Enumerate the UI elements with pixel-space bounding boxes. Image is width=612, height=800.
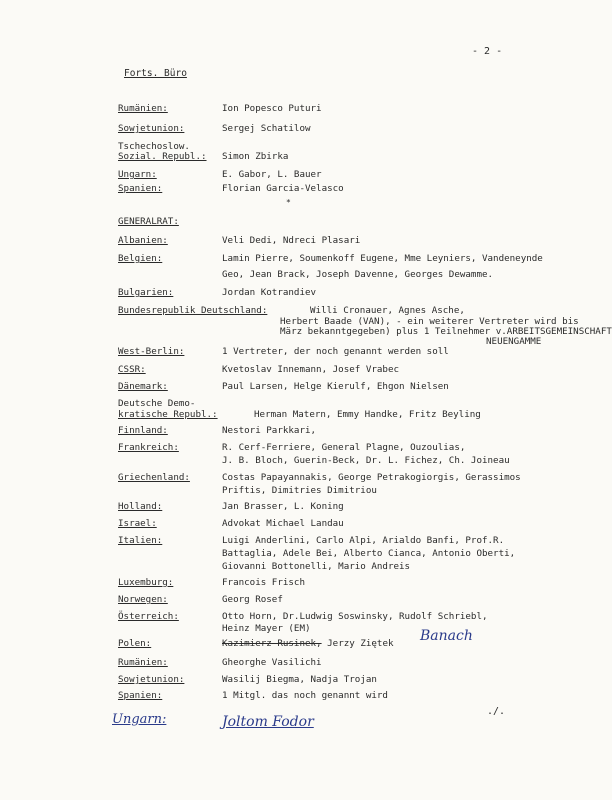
country-label: Belgien:	[118, 253, 163, 264]
country-label: CSSR:	[118, 364, 146, 375]
names: Florian Garcia-Velasco	[222, 183, 344, 194]
country-label: Rumänien:	[118, 103, 168, 114]
names: 1 Vertreter, der noch genannt werden soll	[222, 346, 449, 357]
names: E. Gabor, L. Bauer	[222, 169, 322, 180]
names: Ion Popesco Puturi	[222, 103, 322, 114]
country-label: Holland:	[118, 501, 163, 512]
names: Luigi Anderlini, Carlo Alpi, Arialdo Banfi, Prof.R.	[222, 535, 505, 546]
names: NEUENGAMME	[486, 336, 542, 347]
names: Wasilij Biegma, Nadja Trojan	[222, 674, 377, 685]
country-label: Griechenland:	[118, 472, 190, 483]
names: Herman Matern, Emmy Handke, Fritz Beyling	[254, 409, 481, 420]
names: Advokat Michael Landau	[222, 518, 344, 529]
names: Veli Dedi, Ndreci Plasari	[222, 235, 361, 246]
country-label: Österreich:	[118, 611, 179, 622]
names: Heinz Mayer (EM)	[222, 623, 311, 634]
names: Otto Horn, Dr.Ludwig Soswinsky, Rudolf Schriebl,	[222, 611, 488, 622]
names: Simon Zbirka	[222, 151, 289, 162]
country-label: Polen:	[118, 638, 152, 649]
continuation-mark: ./.	[487, 706, 506, 717]
names: Herbert Baade (VAN), - ein weiterer Vertreter wird bis	[280, 316, 579, 327]
country-label: Sowjetunion:	[118, 674, 185, 685]
separator-star: *	[286, 198, 291, 207]
names: Jordan Kotrandiev	[222, 287, 317, 298]
country-label: Norwegen:	[118, 594, 168, 605]
country-label: Bundesrepublik Deutschland:	[118, 305, 268, 316]
country-label: Albanien:	[118, 235, 168, 246]
names: Giovanni Bottonelli, Mario Andreis	[222, 561, 411, 572]
country-label: Sozial. Republ.:	[118, 151, 207, 162]
names: Willi Cronauer, Agnes Asche,	[310, 305, 465, 316]
names: Francois Frisch	[222, 577, 305, 588]
handwritten-name: Joltom Fodor	[222, 714, 314, 730]
country-label: Italien:	[118, 535, 163, 546]
names: Gheorghe Vasilichi	[222, 657, 322, 668]
country-label: Frankreich:	[118, 442, 179, 453]
country-label: Spanien:	[118, 690, 163, 701]
country-label: Dänemark:	[118, 381, 168, 392]
names: Geo, Jean Brack, Joseph Davenne, Georges Dewamme.	[222, 269, 494, 280]
country-label: Rumänien:	[118, 657, 168, 668]
names: Priftis, Dimitries Dimitriou	[222, 485, 377, 496]
country-label: Finnland:	[118, 425, 168, 436]
names: Paul Larsen, Helge Kierulf, Ehgon Nielsen	[222, 381, 449, 392]
names: Lamin Pierre, Soumenkoff Eugene, Mme Leyniers, Vandeneynde	[222, 253, 543, 264]
handwritten-annotation: Banach	[420, 628, 473, 644]
names: J. B. Bloch, Guerin-Beck, Dr. L. Fichez, Ch. Joineau	[222, 455, 510, 466]
names: Sergej Schatilow	[222, 123, 311, 134]
names: Jan Brasser, L. Koning	[222, 501, 344, 512]
names: Costas Papayannakis, George Petrakogiorgis, Gerassimos	[222, 472, 521, 483]
country-label: Ungarn:	[118, 169, 157, 180]
names: März bekanntgegeben) plus 1 Teilnehmer v.ARBEITSGEMEINSCHAFT	[280, 326, 612, 337]
country-label: Sowjetunion:	[118, 123, 185, 134]
names: R. Cerf-Ferriere, General Plagne, Ouzoulias,	[222, 442, 466, 453]
country-label: Israel:	[118, 518, 157, 529]
struck-name: Kazimierz Rusinek,	[222, 638, 322, 649]
names: Battaglia, Adele Bei, Alberto Cianca, Antonio Oberti,	[222, 548, 516, 559]
country-label: kratische Republ.:	[118, 409, 218, 420]
handwritten-country-label: Ungarn:	[112, 712, 167, 727]
heading: Forts. Büro	[124, 68, 187, 79]
names: Nestori Parkkari,	[222, 425, 317, 436]
section-title: GENERALRAT:	[118, 216, 179, 227]
country-label: Spanien:	[118, 183, 163, 194]
names	[222, 637, 394, 650]
names: Kvetoslav Innemann, Josef Vrabec	[222, 364, 400, 375]
names: 1 Mitgl. das noch genannt wird	[222, 690, 388, 701]
page-number: - 2 -	[472, 46, 503, 57]
country-label: Bulgarien:	[118, 287, 174, 298]
country-label: Deutsche Demo-	[118, 398, 196, 409]
name: Jerzy Ziętek	[327, 638, 394, 649]
country-label: Tschechoslow.	[118, 141, 190, 152]
country-label: Luxemburg:	[118, 577, 174, 588]
country-label: West-Berlin:	[118, 346, 185, 357]
names: Georg Rosef	[222, 594, 283, 605]
